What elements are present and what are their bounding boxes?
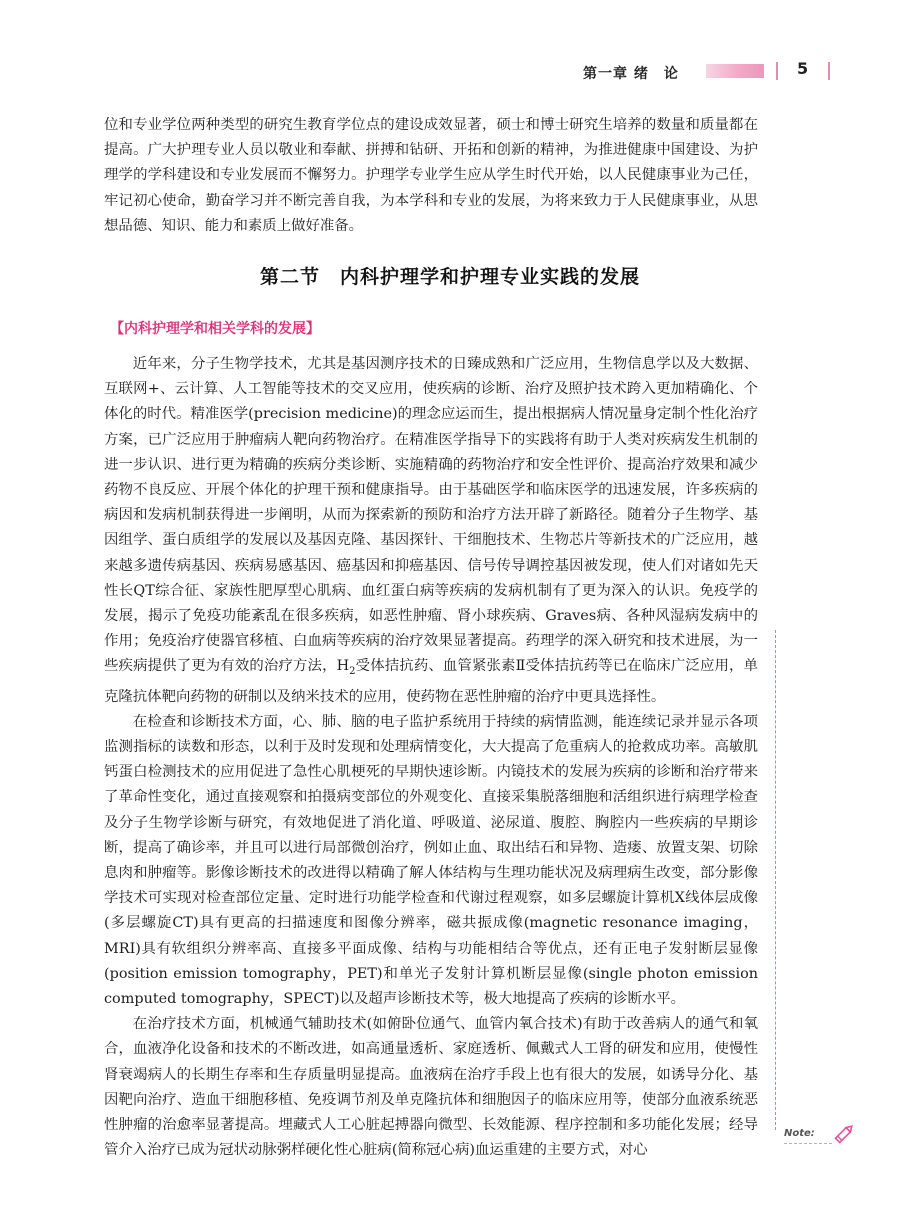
- header-divider-left: [776, 62, 778, 80]
- subheading: 【内科护理学和相关学科的发展】: [110, 321, 320, 337]
- header-divider-right: [828, 62, 830, 80]
- note-label: Note:: [784, 1128, 815, 1139]
- page-number: 5: [797, 59, 809, 78]
- note-area: [776, 1125, 854, 1151]
- section-title: 第二节 内科护理学和护理专业实践的发展: [259, 266, 640, 288]
- paragraph-continuation: 位和专业学位两种类型的研究生教育学位点的建设成效显著，硕士和博士研究生培养的数量和质量都在提高。广大护理专业人员以敬业和奉献、拼搏和钻研、开拓和创新的精神，为推进健康中国建设、为护理学的学科建设和专业发展而不懈努力。护理学专业学生应从学生时代开始，以人民健康事业为己任，牢记初心使命，勤奋学习并不断完善自我，为本学科和专业的发展，为将来致力于人民健康事业，从思想品德、知识、能力和素质上做好准备。: [104, 117, 758, 234]
- note-margin-rule: [775, 630, 776, 1130]
- chapter-title: 第一章 绪 论: [583, 66, 679, 82]
- paragraph-1-part-b: 受体拮抗药、血管紧张素Ⅱ受体拮抗药等已在临床广泛应用，单克隆抗体靶向药物的研制以及纳米技术的应用，使药物在恶性肿瘤的治疗中更具选择性。: [104, 658, 758, 705]
- body-text: [104, 352, 758, 1163]
- h2-subscript: 2: [349, 666, 356, 678]
- paragraph-1-part-a: 近年来，分子生物学技术，尤其是基因测序技术的日臻成熟和广泛应用，生物信息学以及大数据、互联网+、云计算、人工智能等技术的交叉应用，使疾病的诊断、治疗及照护技术跨入更加精确化、个体化的时代。精准医学(precision medicine)的理念应运而生，提出根据病人情况量身定制个性化治疗方案，已广泛应用于肿瘤病人靶向药物治疗。在精准医学指导下的实践将有助于人类对疾病发生机制的进一步认识、进行更为精确的疾病分类诊断、实施精确的药物治疗和安全性评价、提高治疗效果和减少药物不良反应、开展个体化的护理干预和健康指导。由于基础医学和临床医学的迅速发展，许多疾病的病因和发病机制获得进一步阐明，从而为探索新的预防和治疗方法开辟了新路径。随着分子生物学、基因组学、蛋白质组学的发展以及基因克隆、基因探针、干细胞技术、生物芯片等新技术的广泛应用，越来越多遗传病基因、疾病易感基因、癌基因和抑癌基因、信号传导调控基因被发现，使人们对诸如先天性长QT综合征、家族性肥厚型心肌病、血红蛋白病等疾病的发病机制有了更为深入的认识。免疫学的发展，揭示了免疫功能紊乱在很多疾病，如恶性肿瘤、肾小球疾病、Graves病、各种风湿病发病中的作用；免疫治疗使器官移植、白血病等疾病的治疗效果显著提高。药理学的深入研究和技术进展，为一些疾病提供了更为有效的治疗方法，H: [104, 356, 758, 675]
- page-header: [0, 58, 900, 90]
- header-pink-bar: [706, 64, 764, 78]
- paragraph-treatment-tech: 在治疗技术方面，机械通气辅助技术(如俯卧位通气、血管内氧合技术)有助于改善病人的通气和氧合，血液净化设备和技术的不断改进，如高通量透析、家庭透析、佩戴式人工肾的研发和应用，使慢性肾衰竭病人的长期生存率和生存质量明显提高。血液病在治疗手段上也有很大的发展，如诱导分化、基因靶向治疗、造血干细胞移植、免疫调节剂及单克隆抗体和细胞因子的临床应用等，使部分血液系统恶性肿瘤的治愈率显著提高。埋藏式人工心脏起搏器向微型、长效能源、程序控制和多功能化发展；经导管介入治疗已成为冠状动脉粥样硬化性心脏病(简称冠心病)血运重建的主要方式，对心: [104, 1016, 758, 1159]
- intro-text: [104, 113, 758, 239]
- note-underline: [784, 1143, 832, 1144]
- pencil-icon: [831, 1121, 857, 1147]
- paragraph-diagnosis-tech: 在检查和诊断技术方面，心、肺、脑的电子监护系统用于持续的病情监测，能连续记录并显示各项监测指标的读数和形态，以利于及时发现和处理病情变化，大大提高了危重病人的抢救成功率。高敏肌钙蛋白检测技术的应用促进了急性心肌梗死的早期快速诊断。内镜技术的发展为疾病的诊断和治疗带来了革命性变化，通过直接观察和拍摄病变部位的外观变化、直接采集脱落细胞和活组织进行病理学检查及分子生物学诊断与研究，有效地促进了消化道、呼吸道、泌尿道、腹腔、胸腔内一些疾病的早期诊断，提高了确诊率，并且可以进行局部微创治疗，例如止血、取出结石和异物、造瘘、放置支架、切除息肉和肿瘤等。影像诊断技术的改进得以精确了解人体结构与生理功能状况及病理病生改变，部分影像学技术可实现对检查部位定量、定时进行功能学检查和代谢过程观察，如多层螺旋计算机X线体层成像(多层螺旋CT)具有更高的扫描速度和图像分辨率，磁共振成像(magnetic resonance imaging，MRI)具有软组织分辨率高、直接多平面成像、结构与功能相结合等优点，还有正电子发射断层显像(position emission tomography，PET)和单光子发射计算机断层显像(single photon emission computed tomography，SPECT)以及超声诊断技术等，极大地提高了疾病的诊断水平。: [104, 713, 758, 1007]
- paragraph-precision-medicine: [104, 352, 758, 710]
